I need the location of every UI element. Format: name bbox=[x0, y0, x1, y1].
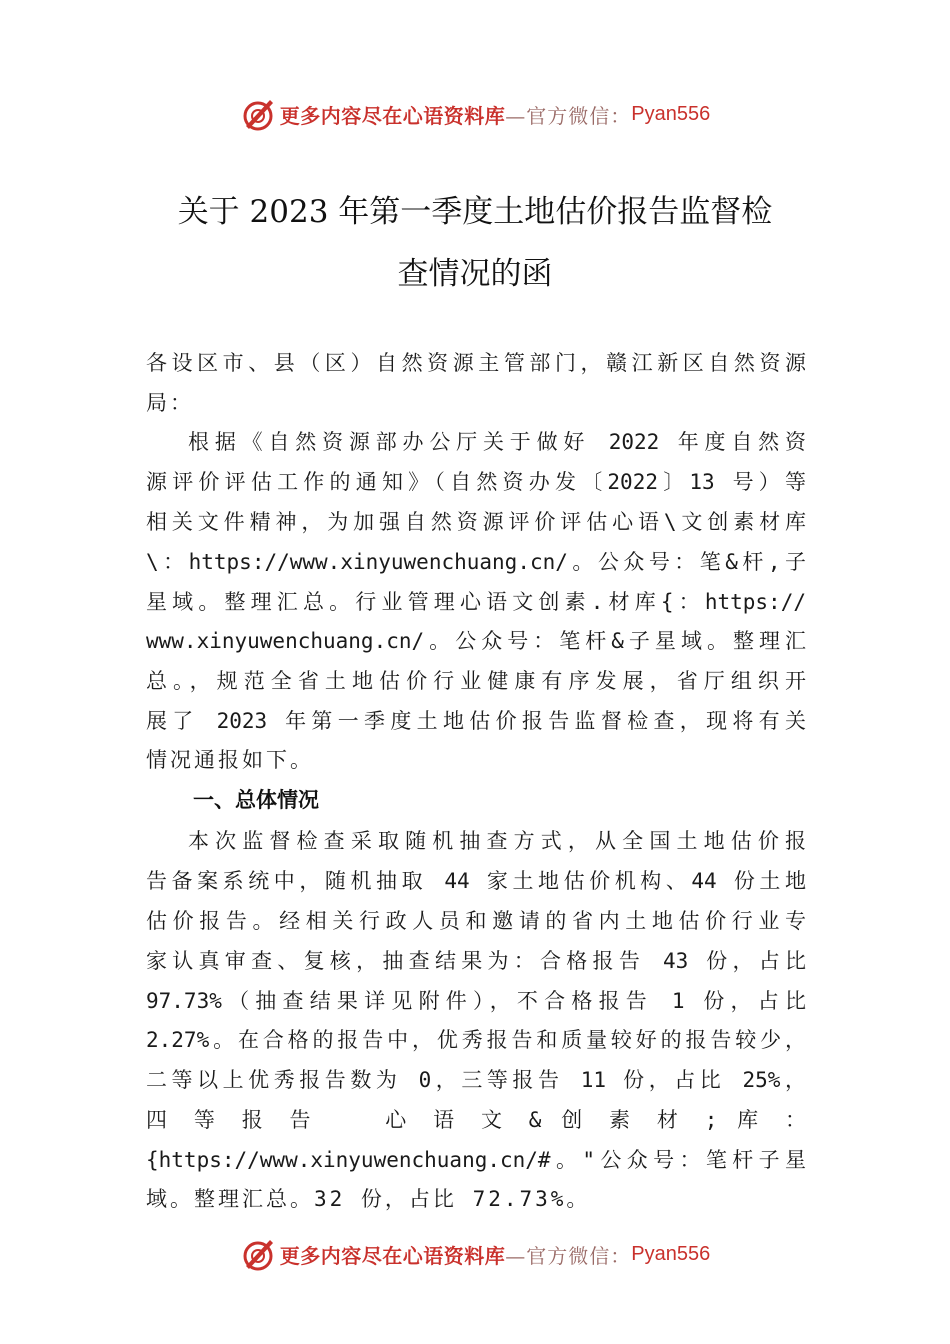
body-line: 情况通报如下。 bbox=[146, 748, 314, 772]
banner-site-text: 更多内容尽在心语资料库 bbox=[279, 1243, 506, 1268]
document-title-line-1: 关于 2023 年第一季度土地估价报告监督检 bbox=[177, 194, 773, 230]
body-line: 告备案系统中，随机抽取 44 家土地估价机构、44 份土地 bbox=[146, 869, 806, 893]
banner-label-text: —官方微信： bbox=[505, 1243, 632, 1268]
body-line: 域。整理汇总。32 份，占比 72.73%。 bbox=[146, 1187, 591, 1211]
banner-site-text: 更多内容尽在心语资料库 bbox=[279, 103, 506, 128]
body-line: 二等以上优秀报告数为 0，三等报告 11 份，占比 25%， bbox=[146, 1068, 806, 1092]
body-line: 星域。整理汇总。行业管理心语文创素.材库{：https:// bbox=[146, 590, 806, 614]
body-line: 总。，规范全省土地估价行业健康有序发展，省厅组织开 bbox=[146, 669, 806, 693]
body-line: 各设区市、县（区）自然资源主管部门，赣江新区自然资源 bbox=[146, 351, 806, 375]
body-line: 根据《自然资源部办公厅关于做好 2022 年度自然资 bbox=[188, 430, 806, 454]
document-title-line-2: 查情况的函 bbox=[397, 256, 553, 292]
body-line: 局： bbox=[146, 391, 194, 415]
body-line: 四 等 报 告 心 语 文 & 创 素 材 ; 库 ： bbox=[146, 1108, 806, 1132]
body-line: 97.73%（抽查结果详见附件），不合格报告 1 份，占比 bbox=[146, 989, 806, 1013]
pen-logo-icon bbox=[240, 1236, 276, 1272]
body-line: \：https://www.xinyuwenchuang.cn/。公众号：笔&杆,子 bbox=[146, 550, 806, 574]
body-line: 2.27%。在合格的报告中，优秀报告和质量较好的报告较少， bbox=[146, 1028, 806, 1052]
banner-wechat-id: Pyan556 bbox=[631, 102, 711, 125]
body-line: 源评价评估工作的通知》（自然资办发〔2022〕13 号）等 bbox=[146, 470, 806, 494]
body-line: www.xinyuwenchuang.cn/。公众号：笔杆&子星域。整理汇 bbox=[146, 629, 806, 653]
body-line: 家认真审查、复核，抽查结果为：合格报告 43 份，占比 bbox=[146, 949, 806, 973]
banner-label-text: —官方微信： bbox=[505, 103, 632, 128]
header-watermark-banner bbox=[0, 94, 950, 134]
body-line: 本次监督检查采取随机抽查方式，从全国土地估价报 bbox=[188, 829, 806, 853]
section-heading: 一、总体情况 bbox=[193, 788, 319, 812]
body-line: 相关文件精神，为加强自然资源评价评估心语\文创素材库 bbox=[146, 510, 806, 534]
body-line: {https://www.xinyuwenchuang.cn/#。"公众号：笔杆子星 bbox=[146, 1148, 806, 1172]
footer-watermark-banner bbox=[0, 1234, 950, 1274]
banner-wechat-id: Pyan556 bbox=[631, 1242, 711, 1265]
pen-logo-icon bbox=[240, 96, 276, 132]
body-line: 展了 2023 年第一季度土地估价报告监督检查，现将有关 bbox=[146, 709, 806, 733]
body-line: 估价报告。经相关行政人员和邀请的省内土地估价行业专 bbox=[146, 909, 806, 933]
